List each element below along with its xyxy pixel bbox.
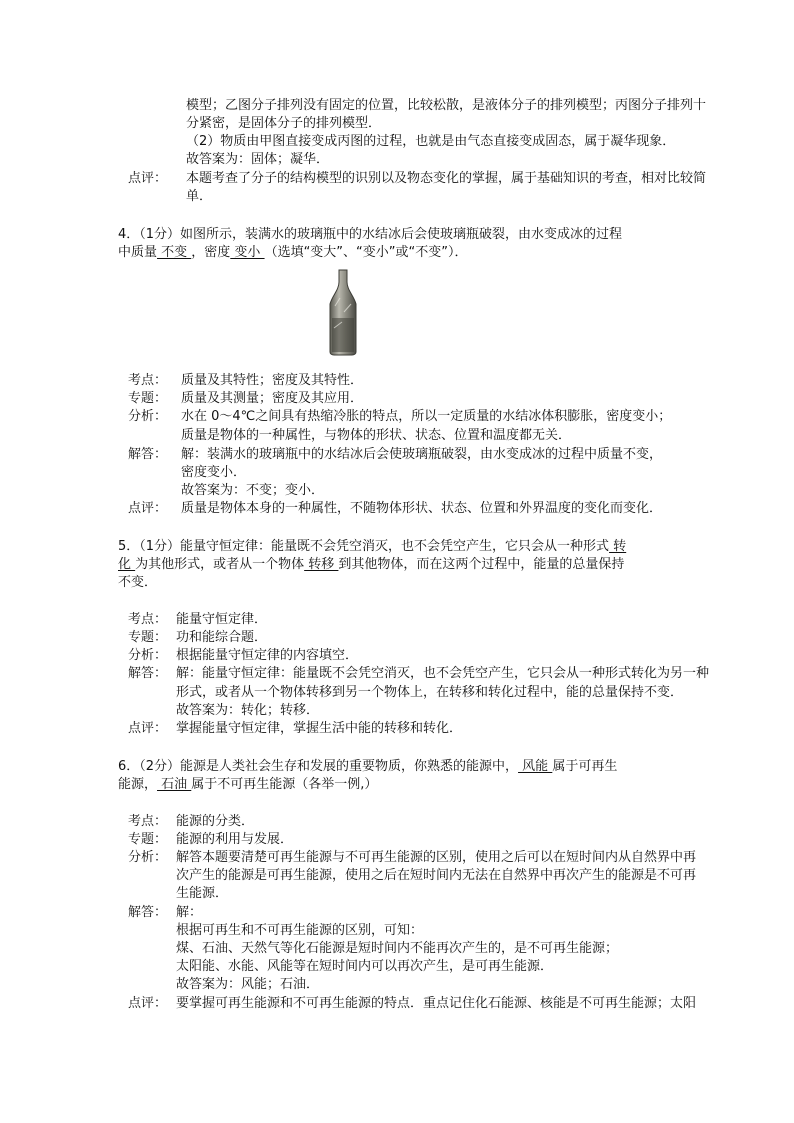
q6-text-post2: 属于不可再生能源（各举一例,）	[191, 777, 378, 792]
q6-zhuanti: 能源的利用与发展．	[176, 832, 294, 847]
q5-question-line-2	[118, 556, 624, 574]
q5-answer-1a: 转	[609, 539, 627, 554]
q5-fenxi: 根据能量守恒定律的内容填空．	[176, 648, 359, 663]
q5-dianping-label: 点评：	[128, 721, 168, 736]
q4-kaodian-label: 考点：	[128, 373, 168, 388]
q6-text-pre: 6．（2分）能源是人类社会生存和发展的重要物质，你熟悉的能源中，	[118, 759, 519, 774]
q4-jieda-3: 故答案为：不变；变小．	[181, 483, 325, 498]
q4-fenxi-2: 质量是物体的一种属性，与物体的形状、状态、位置和温度都无关．	[181, 428, 572, 443]
q4-text-mid: ，密度	[191, 245, 231, 260]
q3-line-3: （2）物质由甲图直接变成丙图的过程，也就是由气态直接变成固态，属于凝华现象．	[186, 134, 676, 149]
q5-text-mid: 为其他形式，或者从一个物体	[135, 557, 305, 572]
q5-answer-1b: 化	[118, 557, 136, 572]
q5-jieda-1: 解：能量守恒定律：能量既不会凭空消灭，也不会凭空产生，它只会从一种形式转化为另一种	[176, 666, 710, 681]
q6-fenxi-label: 分析：	[128, 850, 168, 865]
q6-dianping: 要掌握可再生能源和不可再生能源的特点．重点记住化石能源、核能是不可再生能源；太阳	[176, 996, 697, 1011]
q6-text-post: 属于可再生	[552, 759, 618, 774]
q6-jieda-3: 煤、石油、天然气等化石能源是短时间内不能再次产生的，是不可再生能源；	[176, 941, 619, 956]
q6-fenxi-2: 次产生的能源是可再生能源，使用之后在短时间内无法在自然界中再次产生的能源是不可再	[176, 868, 697, 883]
q5-kaodian-label: 考点：	[128, 612, 168, 627]
q3-review-label: 点评：	[128, 171, 168, 186]
q4-zhuanti-label: 专题：	[128, 391, 168, 406]
q4-zhuanti: 质量及其测量；密度及其应用．	[181, 391, 364, 406]
q5-dianping: 掌握能量守恒定律，掌握生活中能的转移和转化．	[176, 721, 463, 736]
q6-answer-nonrenewable: 石油	[157, 777, 192, 792]
q4-text-pre: 中质量	[118, 245, 158, 260]
q5-jieda-label: 解答：	[128, 666, 168, 681]
q4-answer-mass: 不变	[157, 245, 192, 260]
q4-text-post: （选填“变大”、“变小”或“不变”）．	[264, 245, 468, 260]
q4-jieda-2: 密度变小．	[181, 465, 247, 480]
q4-question-line-1: 4．（1分）如图所示，装满水的玻璃瓶中的水结冰后会使玻璃瓶破裂，由水变成冰的过程	[118, 227, 623, 242]
q3-line-1: 模型；乙图分子排列没有固定的位置，比较松散，是液体分子的排列模型；丙图分子排列十	[186, 98, 707, 113]
q5-zhuanti: 功和能综合题．	[176, 630, 268, 645]
q5-jieda-2: 形式，或者从一个物体转移到另一个物体上，在转移和转化过程中，能的总量保持不变．	[176, 685, 684, 700]
q6-jieda-label: 解答：	[128, 905, 168, 920]
q5-kaodian: 能量守恒定律．	[176, 612, 268, 627]
q5-zhuanti-label: 专题：	[128, 630, 168, 645]
q5-answer-2: 转移	[304, 557, 339, 572]
q3-review-1: 本题考查了分子的结构模型的识别以及物态变化的掌握，属于基础知识的考查，相对比较简	[186, 171, 707, 186]
q5-question-line-3: 不变．	[118, 575, 158, 590]
q6-kaodian-label: 考点：	[128, 814, 168, 829]
q4-fenxi-1: 水在 0～4℃之间具有热缩冷胀的特点，所以一定质量的水结冰体积膨胀，密度变小；	[181, 409, 672, 424]
q6-question-line-2	[118, 776, 377, 794]
q6-question-line-1	[118, 758, 617, 776]
q6-jieda-1: 解：	[176, 905, 203, 920]
q4-jieda-label: 解答：	[128, 447, 168, 462]
q5-fenxi-label: 分析：	[128, 648, 168, 663]
q4-jieda-1: 解：装满水的玻璃瓶中的水结冰后会使玻璃瓶破裂，由水变成冰的过程中质量不变，	[181, 447, 663, 462]
q6-jieda-2: 根据可再生和不可再生能源的区别，可知：	[176, 923, 424, 938]
q5-text-pre: 5．（1分）能量守恒定律：能量既不会凭空消灭，也不会凭空产生，它只会从一种形式	[118, 539, 610, 554]
q4-question-line-2	[118, 244, 467, 262]
q6-jieda-5: 故答案为：风能；石油．	[176, 977, 320, 992]
glass-bottle-image	[320, 268, 366, 356]
q6-fenxi-3: 生能源．	[176, 886, 229, 901]
q4-dianping: 质量是物体本身的一种属性，不随物体形状、状态、位置和外界温度的变化而变化．	[181, 501, 663, 516]
q5-question-line-1	[118, 538, 626, 556]
q5-text-post: 到其他物体，而在这两个过程中，能量的总量保持	[338, 557, 625, 572]
q3-line-2: 分紧密，是固体分子的排列模型．	[186, 116, 382, 131]
q6-fenxi-1: 解答本题要清楚可再生能源与不可再生能源的区别，使用之后可以在短时间内从自然界中再	[176, 850, 697, 865]
q6-zhuanti-label: 专题：	[128, 832, 168, 847]
q3-line-4: 故答案为：固体；凝华．	[186, 152, 330, 167]
q5-jieda-3: 故答案为：转化；转移．	[176, 703, 320, 718]
q4-answer-density: 变小	[230, 245, 265, 260]
q3-review-2: 单．	[186, 189, 213, 204]
q6-answer-renewable: 风能	[518, 759, 553, 774]
q6-jieda-4: 太阳能、水能、风能等在短时间内可以再次产生，是可再生能源．	[176, 959, 554, 974]
q6-kaodian: 能源的分类．	[176, 814, 255, 829]
q4-fenxi-label: 分析：	[128, 409, 168, 424]
q6-text-pre2: 能源，	[118, 777, 158, 792]
q4-kaodian: 质量及其特性；密度及其特性．	[181, 373, 364, 388]
q4-dianping-label: 点评：	[128, 501, 168, 516]
q6-dianping-label: 点评：	[128, 996, 168, 1011]
